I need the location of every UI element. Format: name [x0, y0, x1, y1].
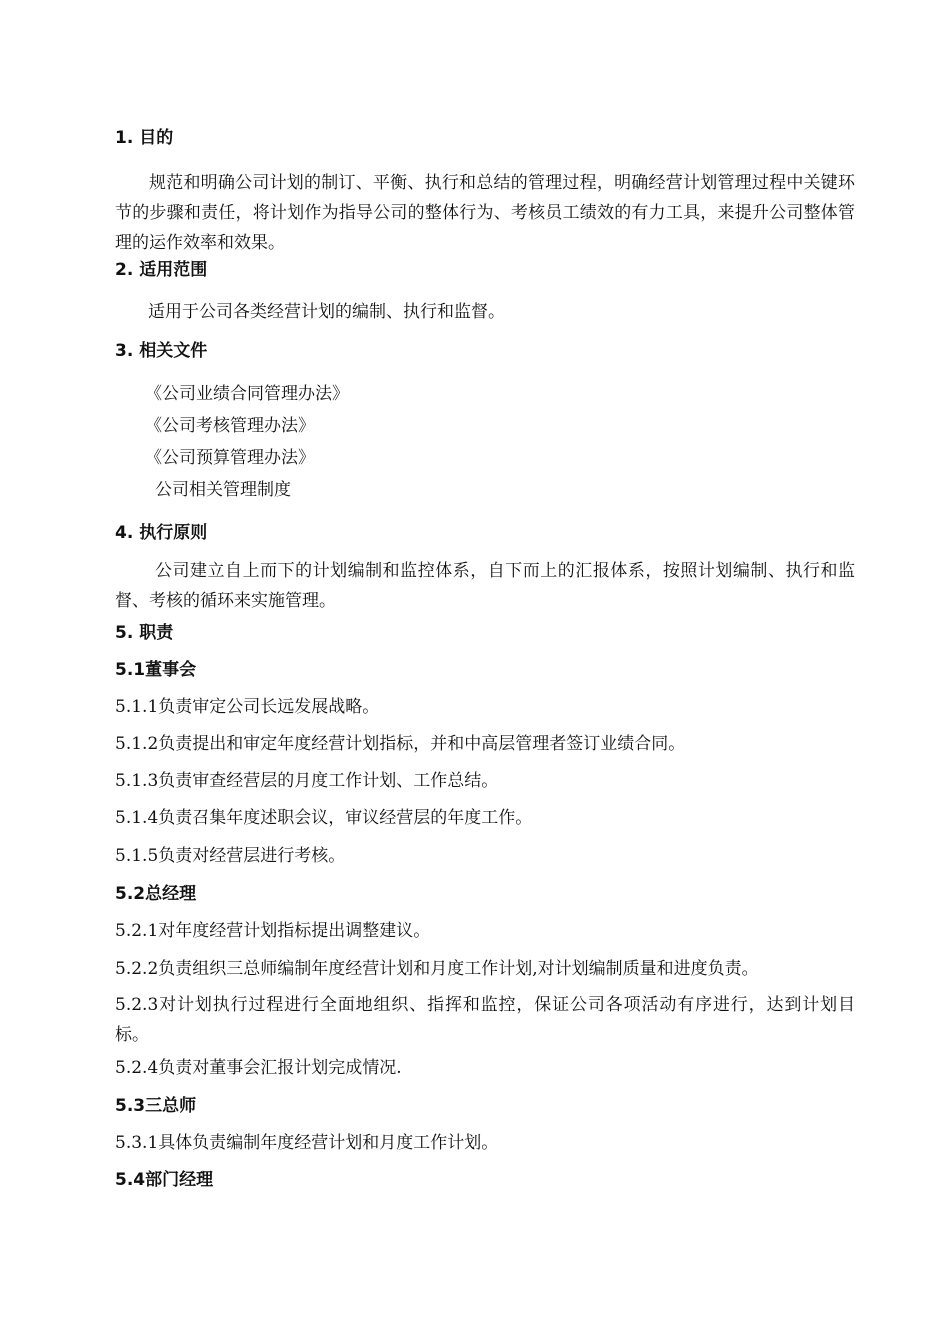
duty-item: 5.1.3负责审查经营层的月度工作计划、工作总结。 [115, 771, 499, 791]
duty-item: 5.3.1具体负责编制年度经营计划和月度工作计划。 [115, 1133, 499, 1153]
duty-item: 5.2.1对年度经营计划指标提出调整建议。 [115, 921, 431, 941]
duty-item: 5.1.5负责对经营层进行考核。 [115, 846, 346, 866]
section-5-heading: 5. 职责 [115, 623, 174, 643]
section-2-heading: 2. 适用范围 [115, 260, 208, 280]
related-document-item: 《公司考核管理办法》 [145, 416, 315, 436]
duty-item: 5.2.2负责组织三总师编制年度经营计划和月度工作计划,对计划编制质量和进度负责。 [115, 959, 759, 979]
duty-item: 5.1.1负责审定公司长远发展战略。 [115, 697, 380, 717]
section-5-1-heading: 5.1董事会 [115, 660, 197, 680]
section-5-2-heading: 5.2总经理 [115, 884, 197, 904]
section-3-heading: 3. 相关文件 [115, 341, 208, 361]
related-document-item: 《公司预算管理办法》 [145, 448, 315, 468]
section-1-body: 规范和明确公司计划的制订、平衡、执行和总结的管理过程，明确经营计划管理过程中关键环节的步骤和责任，将计划作为指导公司的整体行为、考核员工绩效的有力工具，来提升公司整体管理的运作效率和效果。 [115, 173, 855, 253]
section-4-heading: 4. 执行原则 [115, 523, 208, 543]
section-2-body: 适用于公司各类经营计划的编制、执行和监督。 [148, 302, 505, 322]
section-1-heading: 1. 目的 [115, 128, 174, 148]
duty-item: 5.1.2负责提出和审定年度经营计划指标，并和中高层管理者签订业绩合同。 [115, 734, 686, 754]
duty-item: 5.2.4负责对董事会汇报计划完成情况. [115, 1058, 402, 1078]
section-4-body: 公司建立自上而下的计划编制和监控体系，自下而上的汇报体系，按照计划编制、执行和监督、考核的循环来实施管理。 [115, 561, 855, 611]
section-5-3-heading: 5.3三总师 [115, 1096, 197, 1116]
duty-item: 5.1.4负责召集年度述职会议，审议经营层的年度工作。 [115, 808, 533, 828]
section-5-4-heading: 5.4部门经理 [115, 1170, 214, 1190]
duty-item: 5.2.3对计划执行过程进行全面地组织、指挥和监控，保证公司各项活动有序进行，达到计划目标。 [115, 995, 855, 1045]
related-document-item: 《公司业绩合同管理办法》 [145, 384, 349, 404]
related-document-item: 公司相关管理制度 [155, 480, 291, 500]
